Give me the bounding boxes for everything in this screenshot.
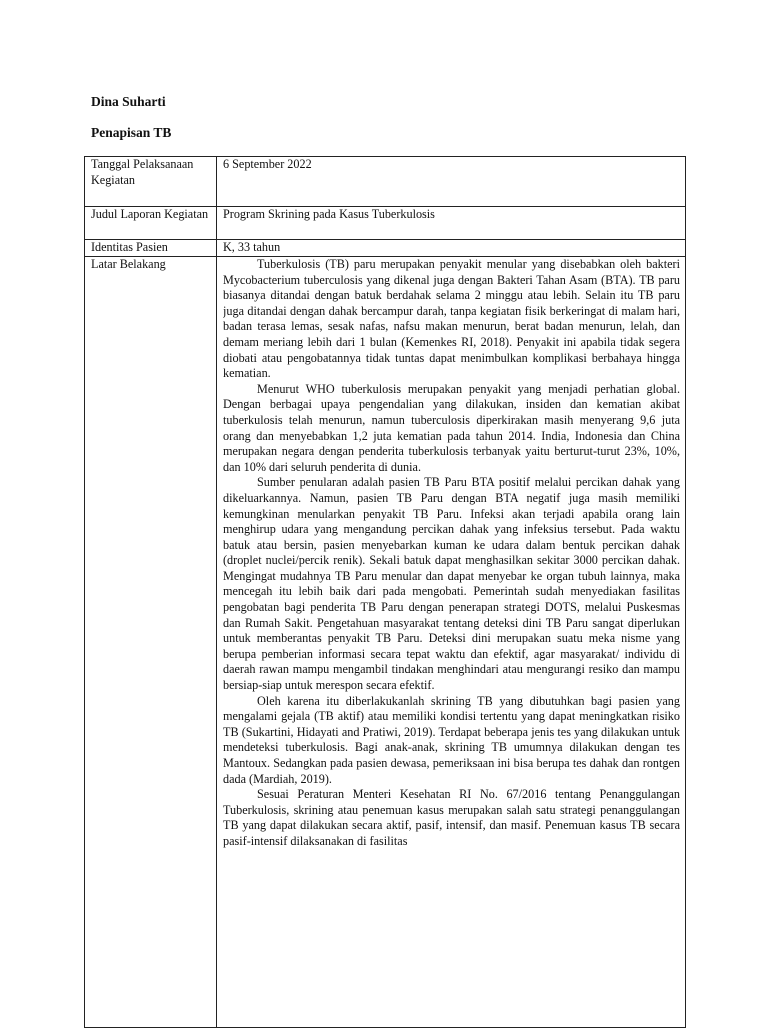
row-label-latar-belakang: Latar Belakang bbox=[85, 257, 217, 1028]
table-row bbox=[85, 157, 686, 207]
table-row bbox=[85, 257, 686, 1028]
report-table bbox=[84, 156, 686, 1028]
table-row bbox=[85, 207, 686, 240]
row-value-tanggal: 6 September 2022 bbox=[217, 157, 686, 207]
background-paragraph-1: Tuberkulosis (TB) paru merupakan penyakit menular yang disebabkan oleh bakteri Mycobacterium tuberculosis yang dikenal juga dengan Bakteri Tahan Asam (BTA). TB paru biasanya ditandai dengan batuk berdahak selama 2 minggu atau lebih. Selain itu TB paru juga ditandai dengan dahak bercampur darah, tanpa kegiatan fisik berkeringat di malam hari, badan terasa lemas, sesak nafas, nafsu makan menurun, berat badan menurun, lelah, dan demam meriang lebih dari 1 bulan (Kemenkes RI, 2018). Penyakit ini apabila tidak segera diobati atau pengobatannya tidak tuntas dapat menimbulkan komplikasi berbahaya hingga kematian. bbox=[223, 257, 680, 381]
background-paragraph-4: Oleh karena itu diberlakukanlah skrining TB yang dibutuhkan bagi pasien yang mengalami gejala (TB aktif) atau memiliki kondisi tertentu yang dapat meningkatkan risiko TB (Sukartini, Hidayati and Pratiwi, 2019). Terdapat beberapa jenis tes yang dilakukan untuk mendeteksi tuberkulosis. Bagi anak-anak, skrining TB umumnya dilakukan dengan tes Mantoux. Sedangkan pada pasien dewasa, pemeriksaan ini bisa berupa tes dahak dan rontgen dada (Mardiah, 2019). bbox=[223, 693, 680, 786]
author-name: Dina Suharti bbox=[91, 94, 166, 109]
row-label-judul: Judul Laporan Kegiatan bbox=[85, 207, 217, 240]
row-value-judul: Program Skrining pada Kasus Tuberkulosis bbox=[217, 207, 686, 240]
document-title: Penapisan TB bbox=[91, 125, 172, 140]
table-row bbox=[85, 240, 686, 257]
background-text bbox=[223, 257, 680, 1027]
background-paragraph-2: Menurut WHO tuberkulosis merupakan penyakit yang menjadi perhatian global. Dengan berbagai upaya pengendalian yang dilakukan, insiden dan kematian akibat tuberkulosis telah menurun, namun tuberculosis diperkirakan masih menyerang 9,6 juta orang dan menyebabkan 1,2 juta kematian pada tahun 2014. India, Indonesia dan China merupakan negara dengan penderita tuberkulosis terbanyak yaitu berturut-turut 23%, 10%, dan 10% dari seluruh penderita di dunia. bbox=[223, 381, 680, 474]
row-label-identitas: Identitas Pasien bbox=[85, 240, 217, 257]
background-paragraph-3: Sumber penularan adalah pasien TB Paru BTA positif melalui percikan dahak yang dikeluarkannya. Namun, pasien TB Paru dengan BTA negatif juga masih memiliki kemungkinan menularkan penyakit TB Paru. Infeksi akan terjadi apabila orang lain menghirup udara yang mengandung percikan dahak yang infeksius tersebut. Pada waktu batuk atau bersin, pasien menyebarkan kuman ke udara dalam bentuk percikan dahak (droplet nuclei/percik renik). Sekali batuk dapat menghasilkan sekitar 3000 percikan dahak. Mengingat mudahnya TB Paru menular dan dapat menyebar ke organ tubuh lainnya, maka mencegah itu lebih baik dari pada mengobati. Pemerintah sudah menyediakan fasilitas pengobatan bagi penderita TB Paru dengan penerapan strategi DOTS, melalui Puskesmas dan Rumah Sakit. Pengetahuan masyarakat tentang deteksi dini TB Paru sangat diperlukan untuk memberantas penyakit TB Paru. Deteksi dini merupakan suatu meka nisme yang berupa pemberian informasi secara tepat waktu dan efektif, agar masyarakat/ individu di daerah rawan mampu mengambil tindakan menghindari atau mengurangi resiko dan mampu bersiap-siap untuk merespon secara efektif. bbox=[223, 475, 680, 693]
row-value-identitas: K, 33 tahun bbox=[217, 240, 686, 257]
row-value-latar-belakang bbox=[217, 257, 686, 1028]
row-label-tanggal: Tanggal Pelaksanaan Kegiatan bbox=[85, 157, 217, 207]
background-paragraph-5: Sesuai Peraturan Menteri Kesehatan RI No. 67/2016 tentang Penanggulangan Tuberkulosis, skrining atau penemuan kasus merupakan salah satu strategi penanggulangan TB yang dapat dilakukan secara aktif, pasif, intensif, dan masif. Penemuan kasus TB secara pasif-intensif dilaksanakan di fasilitas bbox=[223, 787, 680, 848]
